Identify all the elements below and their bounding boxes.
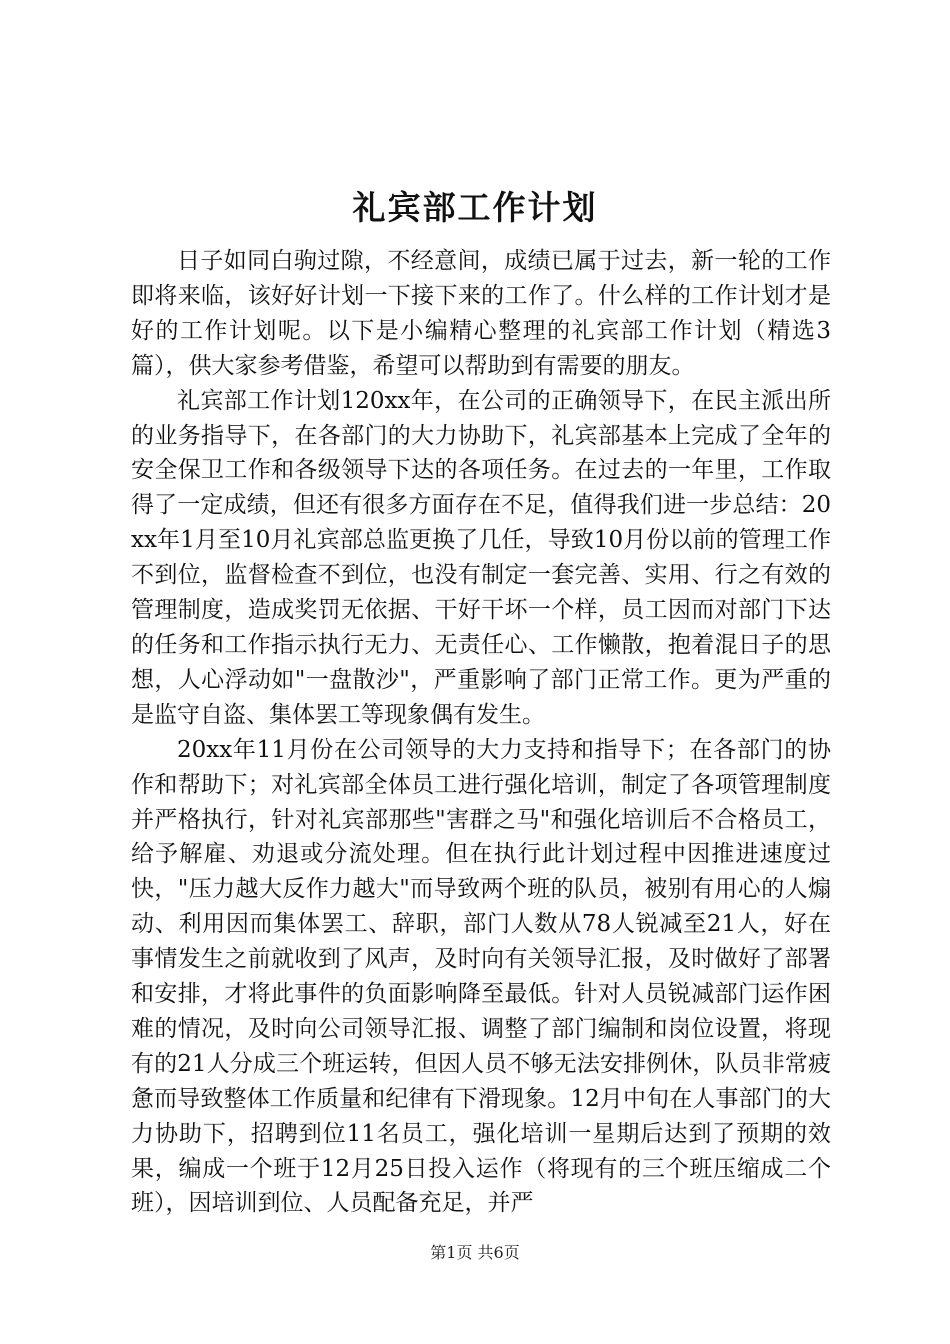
paragraph-plan-one: 礼宾部工作计划120xx年，在公司的正确领导下，在民主派出所的业务指导下，在各部门的大力协助下，礼宾部基本上完成了全年的安全保卫工作和各级领导下达的各项任务。在过去的一年里，工作取得了一定成绩，但还有很多方面存在不足，值得我们进一步总结：20xx年1月至10月礼宾部总监更换了几任，导致10月份以前的管理工作不到位，监督检查不到位，也没有制定一套完善、实用、行之有效的管理制度，造成奖罚无依据、干好干坏一个样，员工因而对部门下达的任务和工作指示执行无力、无责任心、工作懒散，抱着混日子的思想，人心浮动如"一盘散沙"，严重影响了部门正常工作。更为严重的是监守自盗、集体罢工等现象偶有发生。: [131, 387, 831, 728]
document-body: [131, 244, 831, 1221]
paragraph-intro: 日子如同白驹过隙，不经意间，成绩已属于过去，新一轮的工作即将来临，该好好计划一下接下来的工作了。什么样的工作计划才是好的工作计划呢。以下是小编精心整理的礼宾部工作计划（精选3篇），供大家参考借鉴，希望可以帮助到有需要的朋友。: [131, 248, 831, 379]
page-number-footer: 第1页 共6页: [430, 1243, 520, 1262]
document-title: 礼宾部工作计划: [352, 188, 598, 227]
paragraph-november: 20xx年11月份在公司领导的大力支持和指导下；在各部门的协作和帮助下；对礼宾部全体员工进行强化培训，制定了各项管理制度并严格执行，针对礼宾部那些"害群之马"和强化培训后不合格员工，给予解雇、劝退或分流处理。但在执行此计划过程中因推进速度过快，"压力越大反作力越大"而导致两个班的队员，被别有用心的人煽动、利用因而集体罢工、辞职，部门人数从78人锐减至21人，好在事情发生之前就收到了风声，及时向有关领导汇报，及时做好了部署和安排，才将此事件的负面影响降至最低。针对人员锐减部门运作困难的情况，及时向公司领导汇报、调整了部门编制和岗位设置，将现有的21人分成三个班运转，但因人员不够无法安排例休，队员非常疲惫而导致整体工作质量和纪律有下滑现象。12月中旬在人事部门的大力协助下，招聘到位11名员工，强化培训一星期后达到了预期的效果，编成一个班于12月25日投入运作（将现有的三个班压缩成二个班），因培训到位、人员配备充足，并严: [131, 736, 831, 1217]
